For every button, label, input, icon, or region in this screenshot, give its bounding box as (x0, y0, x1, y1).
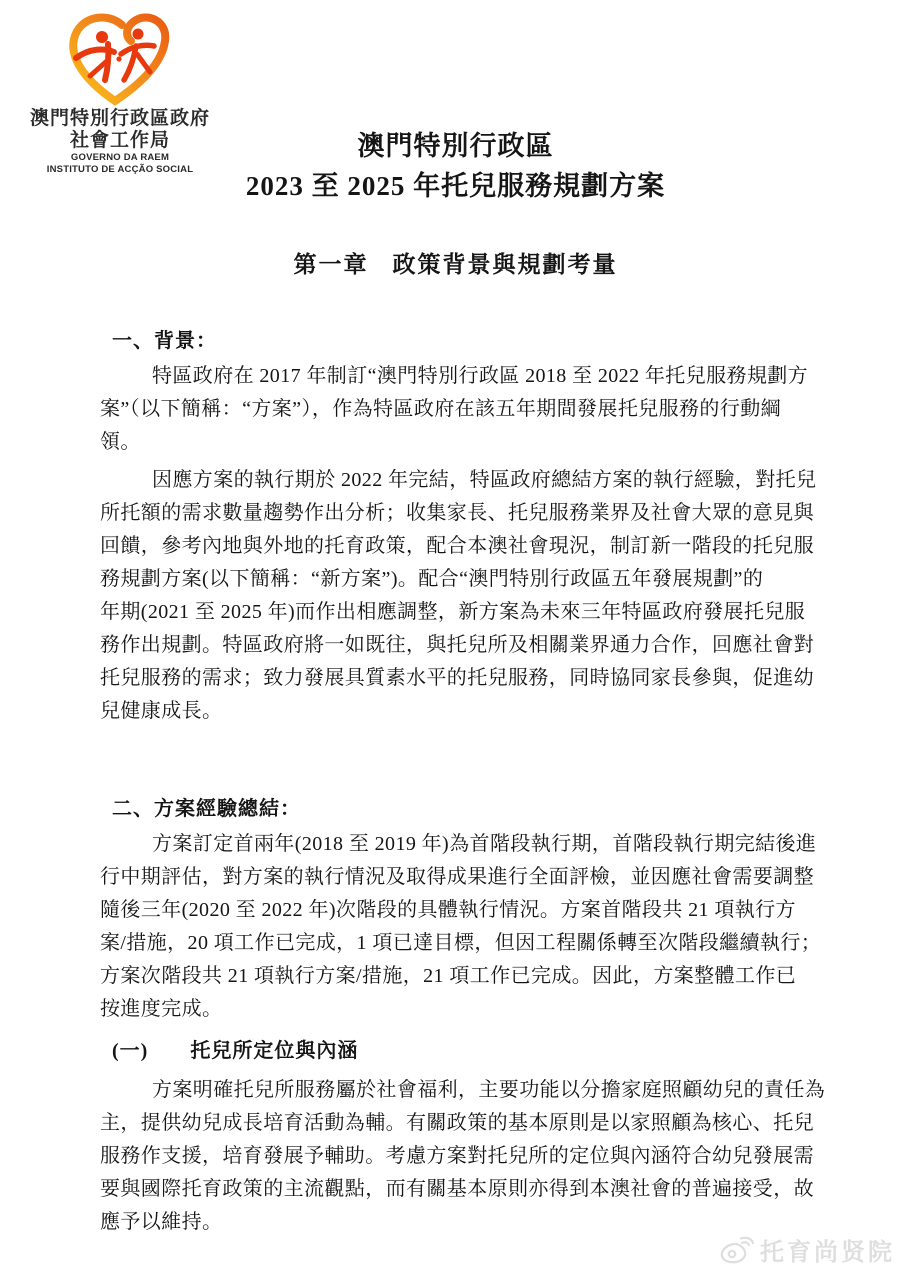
text-line: 方案明確托兒所服務屬於社會福利，主要功能以分擔家庭照顧幼兒的責任為 (152, 1079, 826, 1101)
paragraph-background-1 (100, 360, 820, 459)
subsection-number: (一) (112, 1040, 149, 1062)
text-line: 隨後三年(2020 至 2022 年)次階段的具體執行情況。方案首階段共 21 項執行方 (100, 899, 796, 921)
text-line: 年期(2021 至 2025 年)而作出相應調整，新方案為未來三年特區政府發展托兒服 (100, 601, 806, 623)
text-line: 兒健康成長。 (100, 700, 223, 722)
text-line: 按進度完成。 (100, 998, 223, 1020)
watermark (720, 1232, 895, 1267)
chapter-heading (0, 246, 911, 279)
section-heading-background: 一、背景： (112, 330, 217, 352)
text-line: 務作出規劃。特區政府將一如既往，與托兒所及相關業界通力合作，回應社會對 (100, 634, 814, 656)
org-name-zh-line1: 澳門特別行政區政府 (29, 108, 210, 129)
text-line: 案/措施，20 項工作已完成，1 項已達目標，但因工程關係轉至次階段繼續執行； (100, 932, 822, 954)
text-line: 特區政府在 2017 年制訂“澳門特別行政區 2018 至 2022 年托兒服務規劃方 (152, 365, 809, 387)
text-line: 領。 (100, 431, 141, 453)
weibo-icon (720, 1236, 754, 1264)
org-name-pt-line2: INSTITUTO DE ACÇÃO SOCIAL (46, 163, 194, 175)
document-title-line2: 2023 至 2025 年托兒服務規劃方案 (245, 171, 666, 201)
text-line: 行中期評估，對方案的執行情況及取得成果進行全面評檢，並因應社會需要調整 (100, 866, 814, 888)
chapter-number: 第一章 (293, 252, 369, 277)
paragraph-subsection-1 (100, 1074, 826, 1239)
subsection-title: 托兒所定位與內涵 (190, 1040, 359, 1062)
paragraph-background-2 (100, 464, 820, 728)
watermark-text: 托育尚贤院 (760, 1239, 895, 1266)
org-name-zh-line2: 社會工作局 (69, 130, 170, 151)
ias-heart-logo-icon (64, 10, 176, 108)
text-line: 要與國際托育政策的主流觀點，而有關基本原則亦得到本澳社會的普遍接受，故 (100, 1178, 814, 1200)
text-line: 服務作支援，培育發展予輔助。考慮方案對托兒所的定位與內涵符合幼兒發展需 (100, 1145, 814, 1167)
document-title-line1: 澳門特別行政區 (357, 131, 554, 161)
text-line: 托兒服務的需求；致力發展具質素水平的托兒服務，同時協同家長參與，促進幼 (100, 667, 814, 689)
org-name-pt-line1: GOVERNO DA RAEM (70, 152, 170, 163)
text-line: 務規劃方案(以下簡稱：“新方案”)。配合“澳門特別行政區五年發展規劃”的 (100, 568, 764, 590)
text-line: 回饋，參考內地與外地的托育政策，配合本澳社會現況，制訂新一階段的托兒服 (100, 535, 814, 557)
text-line: 所托額的需求數量趨勢作出分析；收集家長、托兒服務業界及社會大眾的意見與 (100, 502, 814, 524)
section-heading-summary: 二、方案經驗總結： (112, 798, 301, 820)
text-line: 應予以維持。 (100, 1211, 223, 1233)
text-line: 方案次階段共 21 項執行方案/措施，21 項工作已完成。因此，方案整體工作已 (100, 965, 797, 987)
paragraph-summary-1 (100, 828, 820, 1026)
document-title (0, 126, 911, 206)
text-line: 案”（以下簡稱：“方案”），作為特區政府在該五年期間發展托兒服務的行動綱 (100, 398, 782, 420)
text-line: 因應方案的執行期於 2022 年完結，特區政府總結方案的執行經驗，對托兒 (152, 469, 817, 491)
text-line: 方案訂定首兩年(2018 至 2019 年)為首階段執行期，首階段執行期完結後進 (152, 833, 817, 855)
subsection-heading-positioning (112, 1034, 358, 1063)
chapter-title: 政策背景與規劃考量 (392, 252, 618, 277)
text-line: 主，提供幼兒成長培育活動為輔。有關政策的基本原則是以家照顧為核心、托兒 (100, 1112, 814, 1134)
